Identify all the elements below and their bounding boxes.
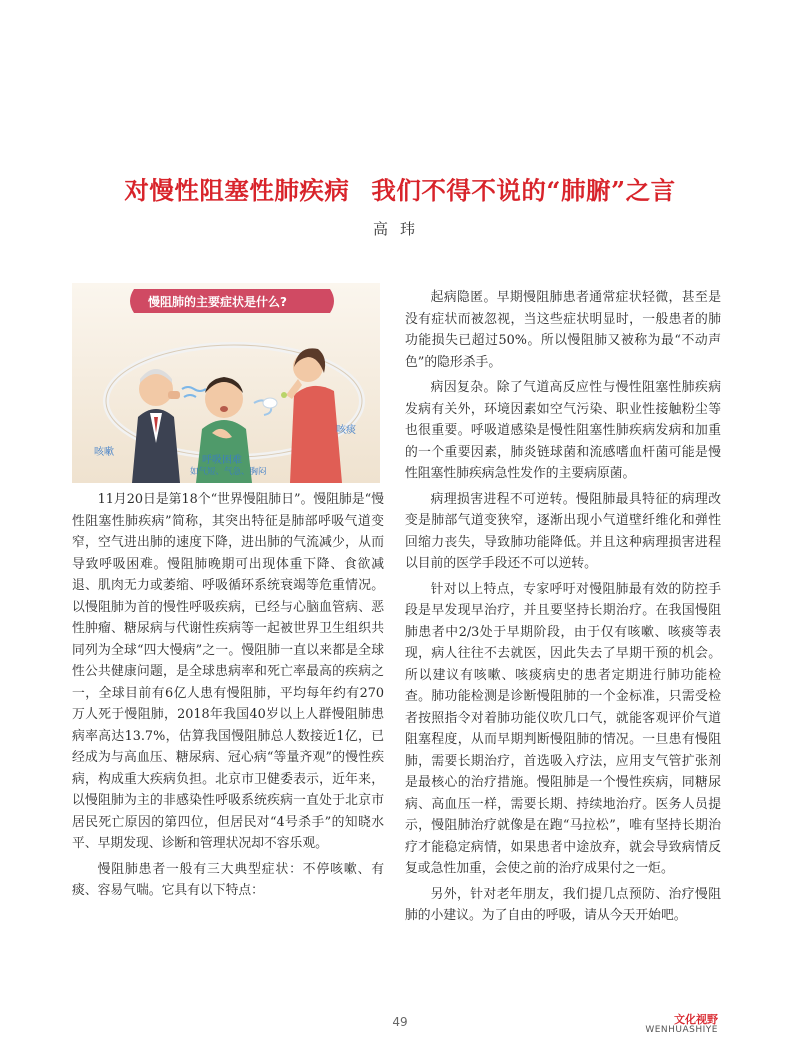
page-number: 49 xyxy=(392,1015,408,1029)
paragraph: 病因复杂。除了气道高反应性与慢性阻塞性肺疾病发病有关外，环境因素如空气污染、职业性接触粉尘等也很重要。呼吸道感染是慢性阻塞性肺疾病发病和加重的一个重要因素，肺炎链球菌和流感嗜血杆菌可能是慢性阻塞性肺疾病急性发作的主要病原菌。 xyxy=(405,380,721,481)
article-title-part1: 对慢性阻塞性肺疾病 xyxy=(124,176,350,205)
paragraph: 另外，针对老年朋友，我们提几点预防、治疗慢阻肺的小建议。为了自由的呼吸，请从今天开始吧。 xyxy=(405,886,721,923)
paragraph: 慢阻肺患者一般有三大典型症状：不停咳嗽、有痰、容易气喘。它具有以下特点： xyxy=(72,861,384,898)
paragraph: 起病隐匿。早期慢阻肺患者通常症状轻微，甚至是没有症状而被忽视，当这些症状明显时，一般患者的肺功能损失已超过50%。所以慢阻肺又被称为最“不动声色”的隐形杀手。 xyxy=(405,290,721,370)
paragraph: 病理损害进程不可逆转。慢阻肺最具特征的病理改变是肺部气道变狭窄，逐渐出现小气道壁纤维化和弹性回缩力丧失，导致肺功能降低。并且这种病理损害进程以目前的医学手段还不可以逆转。 xyxy=(405,491,721,571)
paragraph: 11月20日是第18个“世界慢阻肺日”。慢阻肺是“慢性阻塞性肺疾病”简称，其突出特征是肺部呼吸气道变窄，空气进出肺的速度下降，进出肺的气流减少，从而导致呼吸困难。慢阻肺晚期可出现体重下降、食欲减退、肌肉无力或萎缩、呼吸循环系统衰竭等危重情况。以慢阻肺为首的慢性呼吸疾病，已经与心脑血管病、恶性肿瘤、糖尿病与代谢性疾病等一起被世界卫生组织共同列为全球“四大慢病”之一。慢阻肺一直以来都是全球性公共健康问题，是全球患病率和死亡率最高的疾病之一，全球目前有6亿人患有慢阻肺，平均每年约有270万人死于慢阻肺，2018年我国40岁以上人群慢阻肺患病率高达13.7%，估算我国慢阻肺总人数接近1亿，已经成为与高血压、糖尿病、冠心病“等量齐观”的慢性疾病，构成重大疾病负担。北京市卫健委表示，近年来，以慢阻肺为主的非感染性呼吸系统疾病一直处于北京市居民死亡原因的第四位，但居民对“4号杀手”的知晓水平、早期发现、诊断和管理状况却不容乐观。 xyxy=(72,492,384,851)
magazine-brand-en: WENHUASHIYE xyxy=(645,1025,718,1035)
magazine-brand-cn: 文化视野 xyxy=(674,1013,718,1026)
label-cough: 咳嗽 xyxy=(94,447,114,458)
paragraph: 针对以上特点，专家呼吁对慢阻肺最有效的防控手段是早发现早治疗，并且要坚持长期治疗。在我国慢阻肺患者中2/3处于早期阶段，由于仅有咳嗽、咳痰等表现，病人往往不去就医，因此失去了早期干预的机会。所以建议有咳嗽、咳痰病史的患者定期进行肺功能检查。肺功能检测是诊断慢阻肺的一个金标准，只需受检者按照指令对着肺功能仪吹几口气，就能客观评价气道阻塞程度，从而早期判断慢阻肺的情况。一旦患有慢阻肺，需要长期治疗，首选吸入疗法，应用支气管扩张剂是最核心的治疗措施。慢阻肺是一个慢性疾病，同糖尿病、高血压一样，需要长期、持续地治疗。医务人员提示，慢阻肺治疗就像是在跑“马拉松”，唯有坚持长期治疗才能稳定病情，如果患者中途放弃，就会导致病情反复或急性加重，会使之前的治疗成果付之一炬。 xyxy=(405,581,721,876)
article-author: 高玮 xyxy=(372,220,427,238)
left-column xyxy=(72,489,384,906)
label-sputum: 咳痰 xyxy=(336,425,356,436)
label-dyspnea-detail: 如气短、气急、胸闷 xyxy=(190,467,267,477)
symptom-illustration xyxy=(72,283,380,483)
illustration-title: 慢阻肺的主要症状是什么? xyxy=(148,295,287,309)
label-dyspnea: 呼吸困难 xyxy=(202,455,242,466)
article-title-part2: 我们不得不说的“肺腑”之言 xyxy=(371,176,676,205)
right-column xyxy=(405,287,721,931)
article-title xyxy=(60,172,740,207)
